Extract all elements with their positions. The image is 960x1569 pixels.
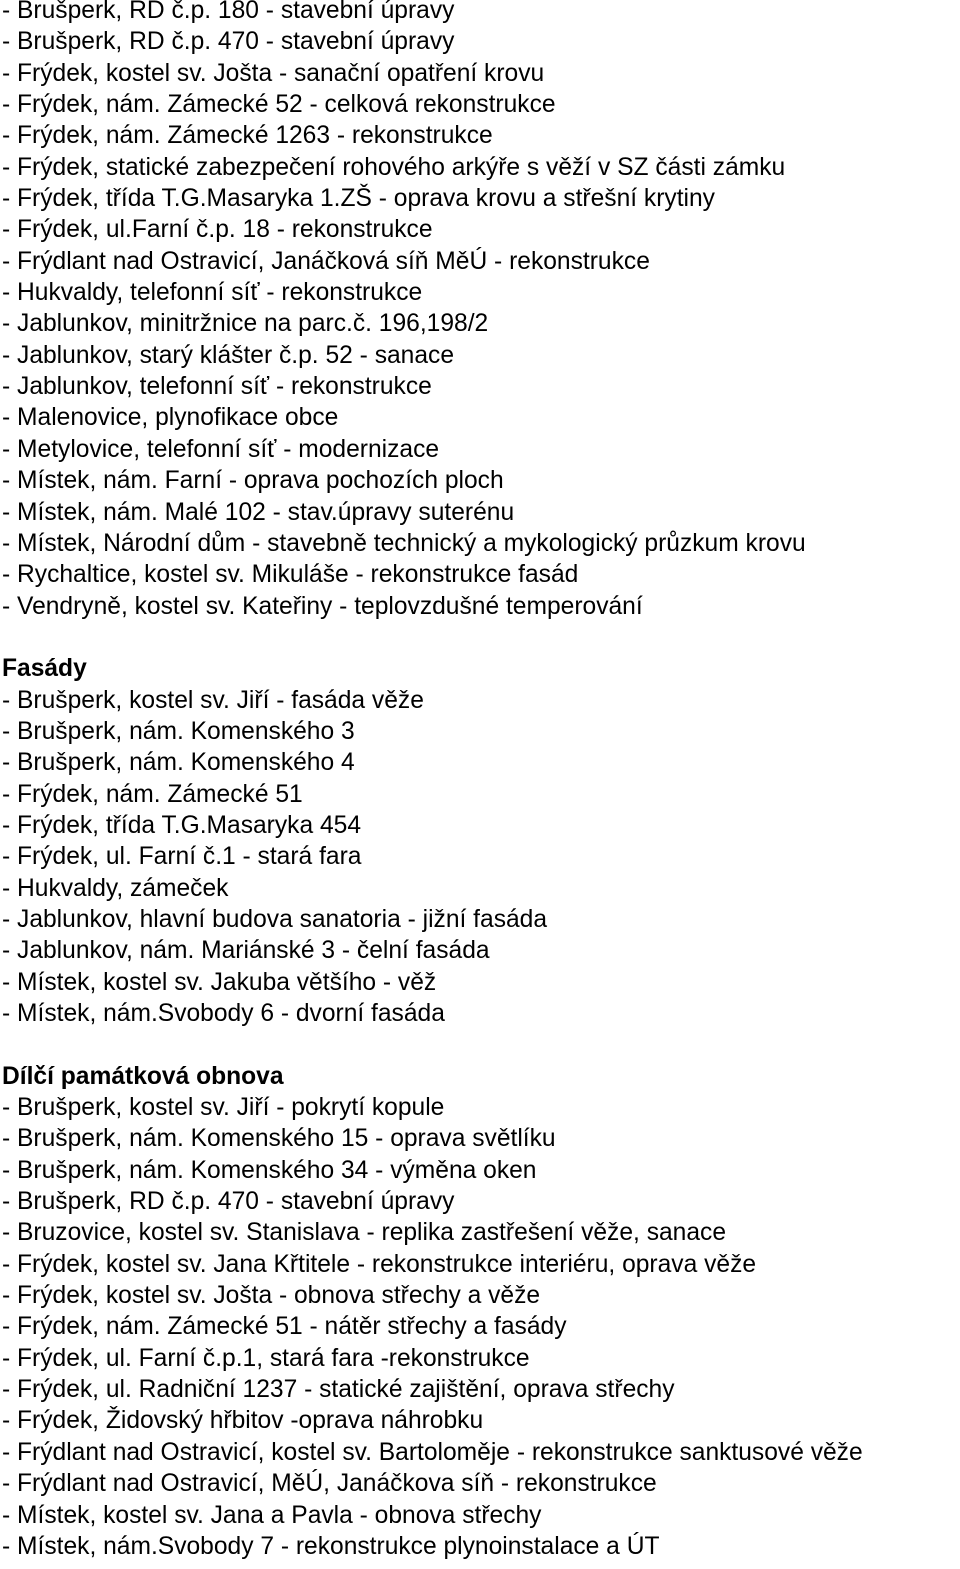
- list-item: - Jablunkov, hlavní budova sanatoria - jižní fasáda: [2, 905, 548, 933]
- list-item: - Bruzovice, kostel sv. Stanislava - replika zastřešení věže, sanace: [2, 1219, 727, 1247]
- list-item: - Brušperk, RD č.p. 470 - stavební úpravy: [2, 1188, 455, 1216]
- section-facades: [2, 653, 960, 1029]
- section-heading: Dílčí památková obnova: [2, 1062, 284, 1090]
- list-item: - Metylovice, telefonní síť - modernizace: [2, 435, 440, 463]
- section-partial-restoration: [2, 1061, 960, 1563]
- list-item: - Frýdlant nad Ostravicí, Janáčková síň MěÚ - rekonstrukce: [2, 247, 650, 275]
- list-item: - Frýdek, ul. Farní č.p.1, stará fara -rekonstrukce: [2, 1344, 530, 1372]
- list-item: - Brušperk, RD č.p. 180 - stavební úpravy: [2, 0, 455, 24]
- list-item: - Místek, kostel sv. Jana a Pavla - obnova střechy: [2, 1501, 542, 1529]
- list-item: - Rychaltice, kostel sv. Mikuláše - rekonstrukce fasád: [2, 561, 579, 589]
- list-item: - Hukvaldy, telefonní síť - rekonstrukce: [2, 279, 423, 307]
- list-item: - Brušperk, nám. Komenského 15 - oprava světlíku: [2, 1125, 556, 1153]
- list-item: - Jablunkov, starý klášter č.p. 52 - sanace: [2, 341, 454, 369]
- list-item: - Brušperk, kostel sv. Jiří - fasáda věže: [2, 686, 424, 714]
- section-projects-list: [2, 0, 960, 622]
- list-item: - Frýdek, třída T.G.Masaryka 454: [2, 811, 362, 839]
- list-item: - Místek, nám. Malé 102 - stav.úpravy suterénu: [2, 498, 515, 526]
- list-item: - Frýdek, kostel sv. Jana Křtitele - rekonstrukce interiéru, oprava věže: [2, 1250, 757, 1278]
- list-item: - Brušperk, nám. Komenského 3: [2, 717, 355, 745]
- list-item: - Frýdek, ul.Farní č.p. 18 - rekonstrukce: [2, 216, 433, 244]
- list-item: - Hukvaldy, zámeček: [2, 874, 229, 902]
- list-item: - Frýdek, kostel sv. Jošta - sanační opatření krovu: [2, 59, 545, 87]
- list-item: - Frýdek, nám. Zámecké 52 - celková rekonstrukce: [2, 91, 556, 119]
- list-item: - Frýdek, ul. Farní č.1 - stará fara: [2, 843, 362, 871]
- document: [2, 0, 960, 1562]
- list-item: - Brušperk, nám. Komenského 4: [2, 749, 355, 777]
- list-item: - Místek, nám. Farní - oprava pochozích ploch: [2, 467, 504, 495]
- list-item: - Malenovice, plynofikace obce: [2, 404, 339, 432]
- section-heading: Fasády: [2, 655, 87, 683]
- list-item: - Frýdek, ul. Radniční 1237 - statické zajištění, oprava střechy: [2, 1376, 675, 1404]
- list-item: - Brušperk, nám. Komenského 34 - výměna oken: [2, 1156, 537, 1184]
- list-item: - Vendryně, kostel sv. Kateřiny - teplovzdušné temperování: [2, 592, 643, 620]
- list-item: - Brušperk, kostel sv. Jiří - pokrytí kopule: [2, 1094, 445, 1122]
- list-item: - Místek, nám.Svobody 6 - dvorní fasáda: [2, 1000, 445, 1027]
- list-item: - Místek, nám.Svobody 7 - rekonstrukce plynoinstalace a ÚT: [2, 1532, 660, 1560]
- list-item: - Místek, kostel sv. Jakuba většího - věž: [2, 968, 437, 996]
- list-item: - Jablunkov, telefonní síť - rekonstrukce: [2, 373, 432, 401]
- list-item: - Frýdek, Židovský hřbitov -oprava náhrobku: [2, 1407, 484, 1435]
- list-item: - Frýdlant nad Ostravicí, kostel sv. Bartoloměje - rekonstrukce sanktusové věže: [2, 1438, 863, 1466]
- list-item: - Frýdek, statické zabezpečení rohového arkýře s věží v SZ části zámku: [2, 153, 786, 181]
- list-item: - Frýdek, nám. Zámecké 1263 - rekonstrukce: [2, 122, 493, 150]
- list-item: - Jablunkov, nám. Mariánské 3 - čelní fasáda: [2, 937, 490, 965]
- list-item: - Frýdek, kostel sv. Jošta - obnova střechy a věže: [2, 1282, 541, 1310]
- list-item: - Frýdlant nad Ostravicí, MěÚ, Janáčkova síň - rekonstrukce: [2, 1470, 657, 1498]
- list-item: - Frýdek, nám. Zámecké 51: [2, 780, 303, 808]
- list-item: - Frýdek, třída T.G.Masaryka 1.ZŠ - oprava krovu a střešní krytiny: [2, 185, 715, 213]
- list-item: - Frýdek, nám. Zámecké 51 - nátěr střechy a fasády: [2, 1313, 567, 1341]
- list-item: - Brušperk, RD č.p. 470 - stavební úpravy: [2, 28, 455, 56]
- section-spacer: [2, 622, 960, 653]
- section-spacer: [2, 1029, 960, 1060]
- list-item: - Jablunkov, minitržnice na parc.č. 196,198/2: [2, 310, 489, 338]
- list-item: - Místek, Národní dům - stavebně technický a mykologický průzkum krovu: [2, 529, 806, 557]
